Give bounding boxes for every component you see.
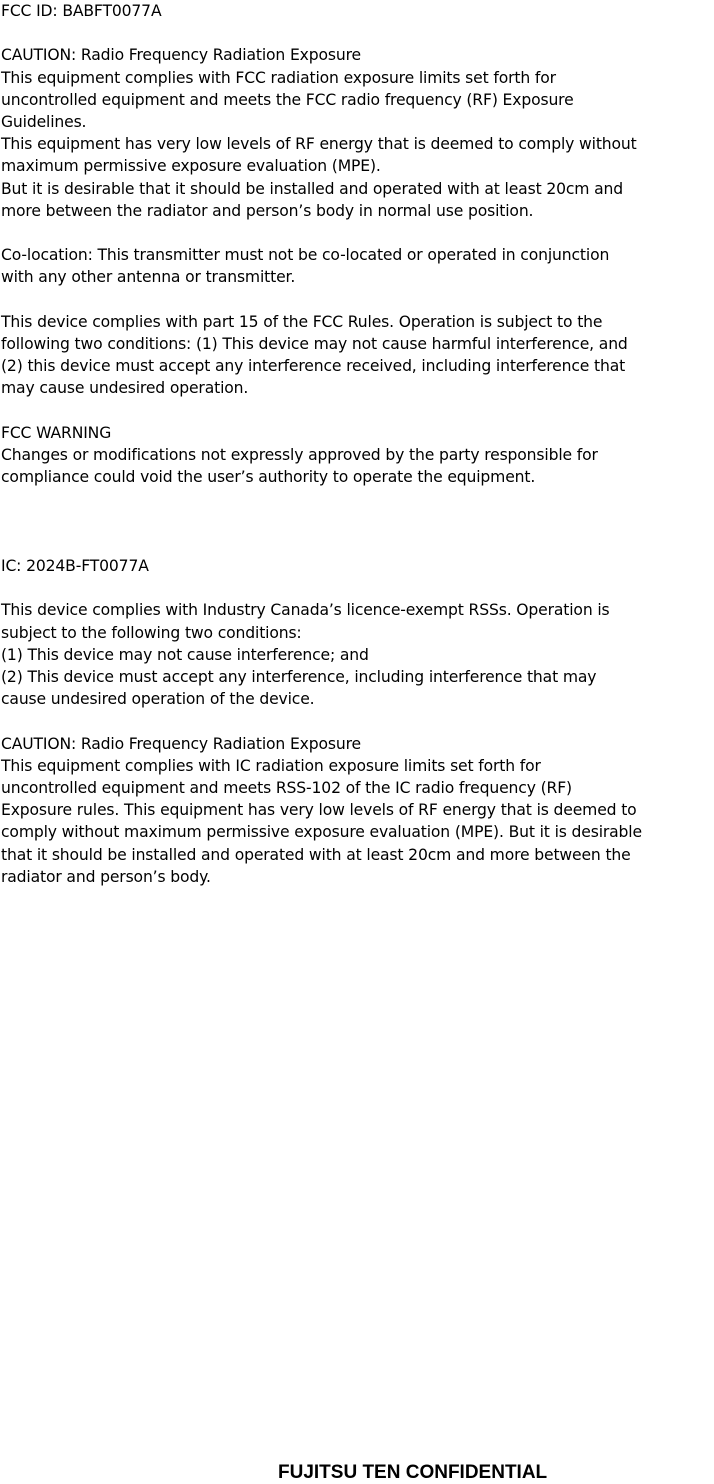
fcc-caution-heading: CAUTION: Radio Frequency Radiation Exposure — [1, 46, 361, 65]
ic-compliance-block — [1, 599, 713, 710]
ic-caution-line: This equipment complies with IC radiation exposure limits set forth for — [1, 756, 541, 775]
fcc-id-line: FCC ID: BABFT0077A — [1, 2, 162, 20]
ic-caution-line: that it should be installed and operated with at least 20cm and more between the — [1, 845, 631, 864]
fcc-part15-line: (2) this device must accept any interference received, including interference that — [1, 357, 626, 376]
fcc-warning-line: Changes or modifications not expressly approved by the party responsible for — [1, 446, 598, 464]
fcc-part15-line: may cause undesired operation. — [1, 379, 249, 398]
fcc-caution-line: This equipment has very low levels of RF energy that is deemed to comply without — [1, 135, 637, 154]
spacer — [1, 289, 713, 311]
fcc-warning-heading: FCC WARNING — [1, 423, 112, 442]
ic-compliance-line: (2) This device must accept any interference, including interference that may — [1, 668, 597, 686]
fcc-caution-line: maximum permissive exposure evaluation (MPE). — [1, 157, 381, 176]
spacer — [1, 577, 713, 599]
fcc-warning-block — [1, 422, 713, 489]
ic-id-line: IC: 2024B-FT0077A — [1, 557, 149, 575]
fcc-caution-line: Guidelines. — [1, 113, 87, 131]
fcc-part15-line: This device complies with part 15 of the FCC Rules. Operation is subject to the — [1, 312, 603, 331]
spacer — [1, 400, 713, 422]
spacer — [1, 222, 713, 244]
fcc-colocation-block — [1, 244, 713, 288]
document-body — [1, 0, 713, 888]
ic-caution-line: uncontrolled equipment and meets RSS-102 of the IC radio frequency (RF) — [1, 779, 572, 797]
ic-compliance-line: This device complies with Industry Canada’s licence-exempt RSSs. Operation is — [1, 601, 610, 620]
ic-compliance-line: (1) This device may not cause interference; and — [1, 645, 369, 664]
ic-caution-line: Exposure rules. This equipment has very low levels of RF energy that is deemed to — [1, 801, 637, 820]
ic-compliance-line: subject to the following two conditions: — [1, 623, 302, 642]
fcc-part15-block — [1, 311, 713, 400]
fcc-caution-line: This equipment complies with FCC radiation exposure limits set forth for — [1, 68, 556, 87]
ic-caution-heading: CAUTION: Radio Frequency Radiation Exposure — [1, 734, 361, 753]
spacer — [1, 710, 713, 732]
fcc-warning-line: compliance could void the user’s authority to operate the equipment. — [1, 468, 536, 487]
ic-caution-line: radiator and person’s body. — [1, 867, 211, 886]
ic-compliance-line: cause undesired operation of the device. — [1, 690, 315, 709]
fcc-caution-line: more between the radiator and person’s body in normal use position. — [1, 201, 534, 220]
fcc-caution-line: But it is desirable that it should be installed and operated with at least 20cm and — [1, 179, 624, 198]
fcc-caution-block — [1, 44, 713, 222]
ic-caution-line: comply without maximum permissive exposure evaluation (MPE). But it is desirable — [1, 823, 642, 842]
fcc-colocation-line: with any other antenna or transmitter. — [1, 268, 296, 287]
fcc-colocation-line: Co-location: This transmitter must not be co-located or operated in conjunction — [1, 246, 610, 265]
fcc-caution-line: uncontrolled equipment and meets the FCC radio frequency (RF) Exposure — [1, 90, 574, 109]
fcc-part15-line: following two conditions: (1) This device may not cause harmful interference, and — [1, 335, 628, 353]
spacer — [1, 22, 713, 44]
spacer — [1, 488, 713, 555]
ic-id-block — [1, 555, 713, 577]
confidential-footer: FUJITSU TEN CONFIDENTIAL — [278, 1462, 548, 1483]
fcc-id-block — [1, 0, 713, 22]
ic-caution-block — [1, 733, 713, 888]
